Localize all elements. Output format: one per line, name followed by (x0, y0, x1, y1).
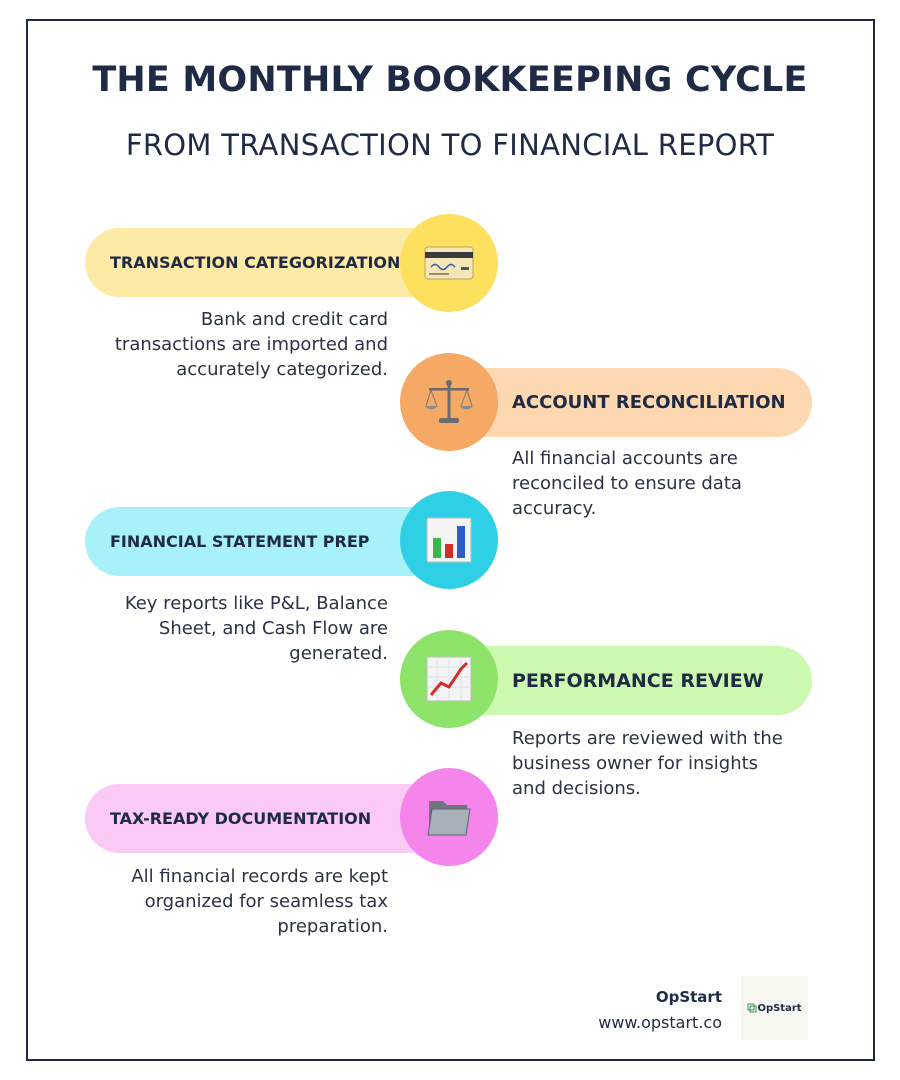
step-4-pill (450, 646, 812, 715)
step-4-description: Reports are reviewed with the business owner for insights and decisions. (512, 728, 783, 799)
step-5-label: TAX-READY DOCUMENTATION (110, 809, 372, 828)
step-4-label: PERFORMANCE REVIEW (512, 669, 764, 692)
logo-mark-icon (747, 1003, 757, 1013)
brand-url[interactable]: www.opstart.co (598, 1013, 722, 1032)
step-2-label: ACCOUNT RECONCILIATION (512, 392, 786, 413)
step-1-label: TRANSACTION CATEGORIZATION (110, 253, 401, 272)
balance-scale-icon (423, 376, 475, 428)
step-3-pill (85, 507, 445, 576)
trend-chart-icon (423, 653, 475, 705)
step-5-icon-circle (400, 768, 498, 866)
brand-name: OpStart (655, 988, 722, 1006)
step-3-description: Key reports like P&L, Balance Sheet, and Cash Flow are generated. (124, 593, 388, 664)
step-5-pill (85, 784, 445, 853)
step-5-description: All financial records are kept organized for seamless tax preparation. (131, 866, 388, 937)
step-1-icon-circle (400, 214, 498, 312)
logo-text: OpStart (757, 1002, 802, 1014)
step-2-icon-circle (400, 353, 498, 451)
step-2-pill (450, 368, 812, 437)
step-1-pill (85, 228, 445, 297)
folder-icon (423, 791, 475, 843)
step-1-description: Bank and credit card transactions are imported and accurately categorized. (114, 309, 388, 380)
page-title: THE MONTHLY BOOKKEEPING CYCLE (92, 60, 808, 100)
credit-card-icon (423, 237, 475, 289)
bar-chart-icon (423, 514, 475, 566)
step-2-description: All financial accounts are reconciled to ensure data accuracy. (512, 448, 742, 519)
step-3-label: FINANCIAL STATEMENT PREP (110, 532, 370, 551)
step-4-icon-circle (400, 630, 498, 728)
brand-logo (741, 976, 808, 1040)
page-subtitle: FROM TRANSACTION TO FINANCIAL REPORT (125, 128, 775, 162)
step-3-icon-circle (400, 491, 498, 589)
